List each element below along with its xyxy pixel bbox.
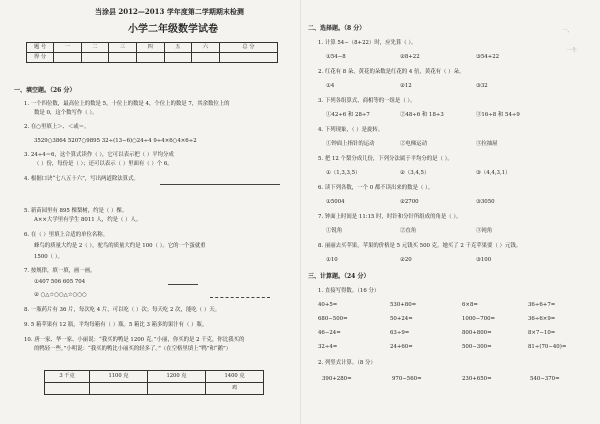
section2-heading: 二、选择题。（8 分） [308,25,366,32]
s3-sub2: 2. 列竖式计算。（8 分） [318,360,376,366]
calc-r1c1: 40+5= [318,302,338,308]
q10-line1: 10. 唐一家、华一家、小丽说：“我买的鸭是 1200 克。”小丽，你买的是 2 千克，你比我买的 [24,337,245,343]
score-header-cell: 一 [54,43,82,53]
s2-q2: 2. 红花有 8 朵，黄花的朵数是红花的 4 倍，黄花有（ ）朵。 [318,69,465,75]
animal-cell [147,383,205,395]
calc-r3c2: 63÷9= [390,330,410,336]
calc-r1c2: 530+80= [390,302,417,308]
s2-q3-opt2: ②48÷6 和 18÷3 [400,112,444,118]
vertical-calc-1: 390+280= [322,376,352,382]
animal-cell: 鸡 [205,383,263,395]
score-header-cell: 三 [109,43,137,53]
q6-line2: 蜂鸟的质量大约是 2（ ），驼鸟的质量大约是 100（ ）。它的一个蛋就重 [34,243,206,249]
q7-blank [168,284,198,285]
score-cell [164,53,192,63]
s2-q3-opt1: ①42÷6 和 28÷7 [326,112,370,118]
s2-q5-opt2: ②（3,4,5） [400,170,430,176]
vertical-calc-3: 230+650= [462,376,492,382]
calc-r4c1: 32÷4= [318,344,338,350]
s2-q7-opt1: ①锐角 [326,228,343,234]
s2-q6-opt1: ①5004 [326,199,345,205]
s2-q7-opt2: ②直角 [400,228,417,234]
s2-q6-opt2: ②2700 [400,199,419,205]
q9-line: 9. 5 箱苹果有 12 瓶，平均每箱有（ ）瓶。5 箱比 3 箱多的果汁有（ ）瓶。 [24,322,208,328]
q5-line1: 5. 新苗园里有 895 棵梨树，约是（ ）棵。 [24,208,128,214]
school-line: 当涂县 2012—2013 学年度第二学期期末检测 [95,7,244,16]
s2-q2-opt2: ②12 [400,83,412,89]
s2-q8-opt3: ③100 [476,257,492,263]
q8-line: 8. 一瓶药片有 36 片，每次吃 4 片，可以吃（ ）次；每天吃 2 次，能吃（ ）天。 [24,307,221,313]
q4-line: 4. 根据口诀“七八五十六”，写出两道除法算式。 [24,176,139,182]
calc-r1c3: 6×8= [462,302,478,308]
q5-line2: A××大学里有学生 8011 人，约是（ ）人。 [34,217,142,223]
section1-heading: 一、填空题。（26 分） [14,87,76,94]
margin-note-a: 一、 [562,28,573,34]
calc-r1c4: 36÷6+7= [528,302,556,308]
s3-sub1: 1. 直接写得数。（16 分） [318,288,380,294]
calc-r2c1: 680−500= [318,316,348,322]
score-header-cell: 题 号 [27,43,54,53]
calc-r3c3: 800+800= [462,330,492,336]
s2-q2-opt1: ①4 [326,83,335,89]
s2-q8-opt1: ①10 [326,257,338,263]
score-table [26,42,278,63]
q4-answer-line [160,184,280,185]
vertical-calc-4: 540−370= [530,376,560,382]
weight-cell: 3 千克 [45,371,90,383]
calc-r2c2: 50+24= [390,316,413,322]
score-header-cell: 四 [136,43,164,53]
s2-q1-opt3: ③54+22 [476,54,500,60]
q7-line1: 7. 按规律，填一填，画一画。 [24,268,96,274]
calc-r3c1: 46−24= [318,330,341,336]
s2-q7: 7. 钟面上时间是 11:15 时，时针和分针所组成的角是（ ）。 [318,214,462,220]
weight-cell: 1400 克 [205,371,263,383]
s2-q6: 6. 读下列各数，一个 0 都不读出来的数是（ ）。 [318,185,434,191]
q1-line2: 数是 0，这个数写作（ ）。 [34,110,98,116]
score-cell [109,53,137,63]
margin-note-b: 一个 [566,48,577,54]
calc-r3c4: 8×7−10= [528,330,556,336]
calc-r2c3: 1000−700= [462,316,496,322]
s2-q5-opt3: ③（4,4,3,1） [476,170,511,176]
calc-r4c3: 500−300= [462,344,492,350]
animal-cell [45,383,90,395]
q3-line1: 3. 24÷4＝6，这个算式读作（ ），它可以表示把（ ）平均分成 [24,152,174,158]
s2-q3-opt3: ③16÷8 和 54÷9 [476,112,520,118]
q7-shapes-row [34,292,87,298]
q7-draw-blank [210,297,270,298]
q6-line3: 1500（ ）。 [34,254,63,260]
q7-shapes: ○△☆○○△☆○○○ [40,292,87,298]
s2-q2-opt3: ③32 [476,83,488,89]
right-half [300,0,600,424]
score-label-cell: 得 分 [27,53,54,63]
s2-q5: 5. 把 12 个梨分成几份，下列分法属于平均分的是（ ）。 [318,156,453,162]
q2-line1: 2. 在○里填上＞、＜或＝。 [24,124,90,130]
score-cell [219,53,277,63]
q6-line1: 6. 在（ ）里填上合适的单位名称。 [24,232,109,238]
calc-r2c4: 36÷6×9= [528,316,556,322]
s2-q4-opt3: ③拉抽屉 [476,141,498,147]
s2-q6-opt3: ③3050 [476,199,495,205]
calc-r4c4: 81÷(70−40)= [528,344,567,350]
s2-q1-opt1: ①54−8 [326,54,346,60]
score-cell [81,53,109,63]
s2-q8: 8. 丽丽去买苹果，苹果的价格是 5 元钱买 500 克。她买了 2 千克苹果要（ ）元钱。 [318,243,522,249]
q1-line1: 1. 一个四位数，最高位上的数是 5，十位上的数是 4，个位上的数是 7，其余数位上的 [24,101,230,107]
q10-line2: 的鸭轻一些。”小明说：“我买的鸭比小丽买的轻多了。”（在空格里填上“鸭”和“鹅”） [34,346,232,352]
s2-q7-opt3: ③钝角 [476,228,493,234]
s2-q4-opt1: ①钟面上指针的运动 [326,141,375,147]
exam-title: 小学二年级数学试卷 [128,24,218,35]
weight-cell: 1200 克 [147,371,205,383]
s2-q1-opt2: ②8+22 [400,54,420,60]
score-header-cell: 六 [192,43,220,53]
score-header-cell: 总 分 [219,43,277,53]
section3-heading: 三、计算题。（24 分） [308,273,370,280]
calc-r4c2: 24+60= [390,344,413,350]
answer-table [44,370,264,395]
s2-q4-opt2: ②电梯运动 [400,141,427,147]
s2-q5-opt1: ①（1,3,3,5） [326,170,361,176]
score-cell [54,53,82,63]
weight-cell: 1100 克 [89,371,147,383]
q2-line2: 3529○3864 5207○9895 32÷(13−6)○24÷4 9÷4×6○4×6÷2 [34,138,197,144]
vertical-calc-2: 970−560= [392,376,422,382]
score-header-cell: 二 [81,43,109,53]
score-cell [136,53,164,63]
s2-q8-opt2: ②20 [400,257,412,263]
q3-line2: （ ）份，每份是（ ）；还可以表示（ ）里面有（ ）个 6。 [34,161,173,167]
animal-cell [89,383,147,395]
q7-shapes-label: ② [34,292,39,298]
s2-q3: 3. 下列各组算式，商相等的一组是（ ）。 [318,98,416,104]
s2-q1: 1. 计算 54−（8+22）时，应先算（ ）。 [318,40,417,46]
q7-sequence: ①407 506 605 704 [34,279,86,285]
score-cell [192,53,220,63]
score-header-cell: 五 [164,43,192,53]
s2-q4: 4. 下列现象，（ ）是旋转。 [318,127,384,133]
